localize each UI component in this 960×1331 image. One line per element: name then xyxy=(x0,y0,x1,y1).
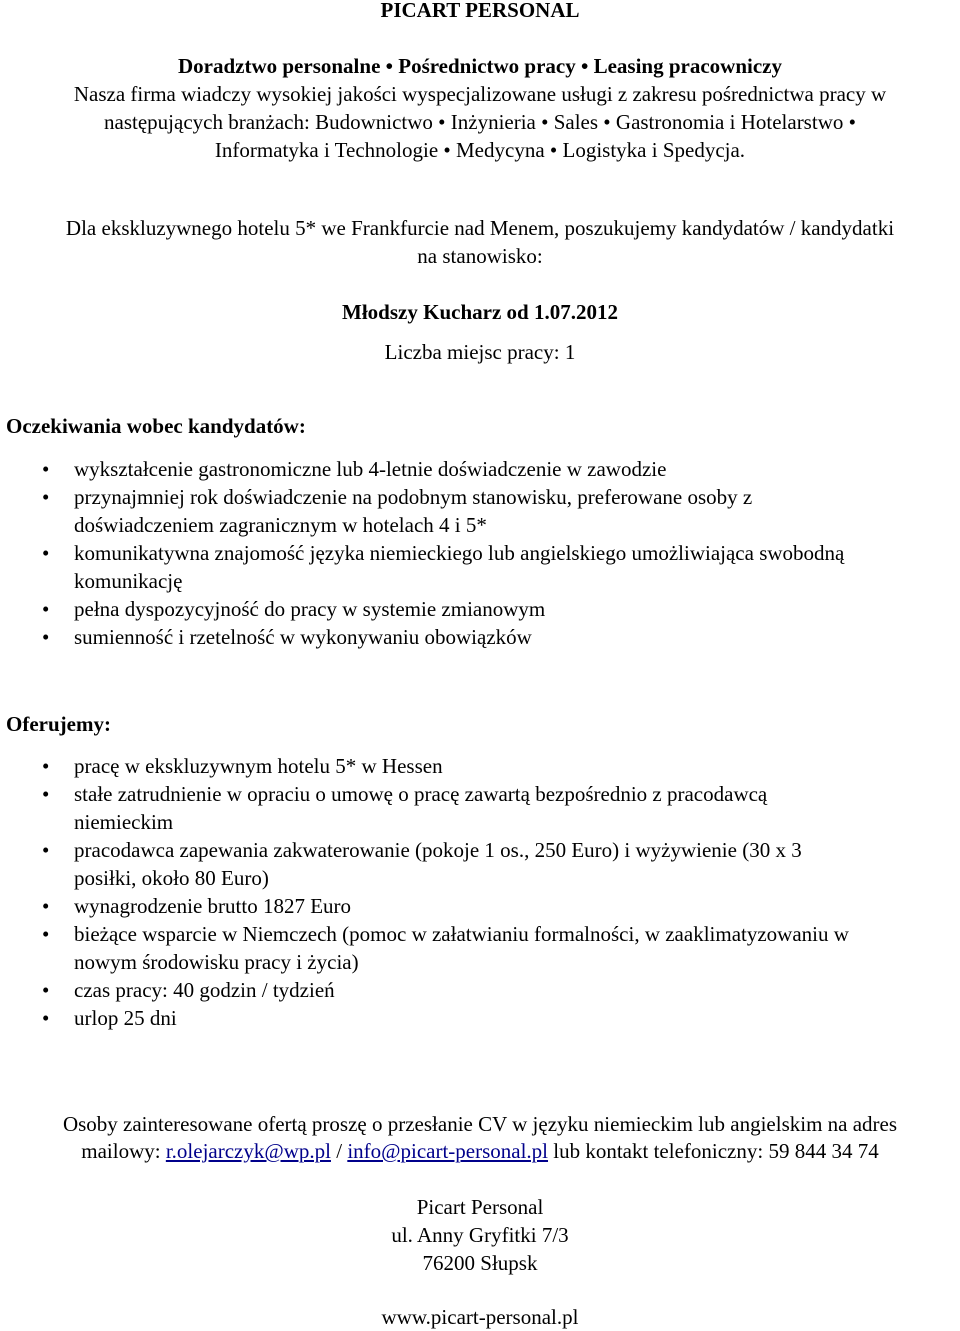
expectations-list xyxy=(0,455,960,651)
bullet-icon: • xyxy=(42,754,50,778)
list-item: • pracodawca zapewania zakwaterowanie (pokoje 1 os., 250 Euro) i wyżywienie (30 x 3 posiłki, około 80 Euro) xyxy=(42,838,802,890)
email-link-info[interactable]: info@picart-personal.pl xyxy=(347,1139,549,1163)
list-item: • przynajmniej rok doświadczenie na podobnym stanowisku, preferowane osoby z doświadczeniem zagranicznym w hotelach 4 i 5* xyxy=(42,485,753,537)
bullet-icon: • xyxy=(42,457,50,481)
contact-line-1: Osoby zainteresowane ofertą proszę o przesłanie CV w języku niemieckim lub angielskim na adres xyxy=(62,1112,898,1136)
list-item: • pracę w ekskluzywnym hotelu 5* w Hessen xyxy=(42,754,443,778)
offer-intro-line-1: Dla ekskluzywnego hotelu 5* we Frankfurcie nad Menem, poszukujemy kandydatów / kandydatki xyxy=(65,216,895,240)
intro-line-1: Nasza firma wiadczy wysokiej jakości wyspecjalizowane usługi z zakresu pośrednictwa pracy w xyxy=(73,82,887,106)
expectations-heading: Oczekiwania wobec kandydatów: xyxy=(6,414,306,438)
offer-list xyxy=(0,752,960,1032)
intro-line-2: następujących branżach: Budownictwo • Inżynieria • Sales • Gastronomia i Hotelarstwo • xyxy=(104,110,856,134)
list-item: • stałe zatrudnienie w opraciu o umowę o pracę zawartą bezpośrednio z pracodawcą niemieckim xyxy=(42,782,768,834)
bullet-icon: • xyxy=(42,978,50,1002)
list-item: • sumienność i rzetelność w wykonywaniu obowiązków xyxy=(42,625,532,649)
list-item: • komunikatywna znajomość języka niemieckiego lub angielskiego umożliwiająca swobodną komunikację xyxy=(42,541,845,593)
bullet-icon: • xyxy=(42,597,50,621)
bullet-icon: • xyxy=(42,485,50,509)
intro-line-3: Informatyka i Technologie • Medycyna • Logistyka i Spedycja. xyxy=(214,138,746,162)
bullet-icon: • xyxy=(42,625,50,649)
list-item: • bieżące wsparcie w Niemczech (pomoc w załatwianiu formalności, w zaaklimatyzowaniu w nowym środowisku pracy i życia) xyxy=(42,922,849,974)
list-item: • urlop 25 dni xyxy=(42,1006,177,1030)
footer-city: 76200 Słupsk xyxy=(422,1251,538,1275)
bullet-icon: • xyxy=(42,838,50,862)
bullet-icon: • xyxy=(42,894,50,918)
list-item: • czas pracy: 40 godzin / tydzień xyxy=(42,978,335,1002)
list-item: • pełna dyspozycyjność do pracy w systemie zmianowym xyxy=(42,597,546,621)
bullet-icon: • xyxy=(42,1006,50,1030)
footer-company-name: Picart Personal xyxy=(416,1195,544,1219)
services-line: Doradztwo personalne • Pośrednictwo pracy • Leasing pracowniczy xyxy=(177,54,783,78)
footer-street: ul. Anny Gryfitki 7/3 xyxy=(391,1223,569,1247)
offer-heading: Oferujemy: xyxy=(6,712,111,736)
footer-website-link[interactable]: www.picart-personal.pl xyxy=(381,1305,579,1329)
position-title: Młodszy Kucharz od 1.07.2012 xyxy=(342,300,618,324)
openings-count: Liczba miejsc pracy: 1 xyxy=(384,340,576,364)
company-title: PICART PERSONAL xyxy=(380,0,580,22)
list-item: • wynagrodzenie brutto 1827 Euro xyxy=(42,894,352,918)
contact-line-2: mailowy: r.olejarczyk@wp.pl / info@picart-personal.pl lub kontakt telefoniczny: 59 844 34 74 xyxy=(81,1139,879,1163)
offer-intro-line-2: na stanowisko: xyxy=(417,244,543,268)
bullet-icon: • xyxy=(42,782,50,806)
list-item: • wykształcenie gastronomiczne lub 4-letnie doświadczenie w zawodzie xyxy=(42,457,667,481)
bullet-icon: • xyxy=(42,922,50,946)
email-link-olejarczyk[interactable]: r.olejarczyk@wp.pl xyxy=(165,1139,331,1163)
bullet-icon: • xyxy=(42,541,50,565)
